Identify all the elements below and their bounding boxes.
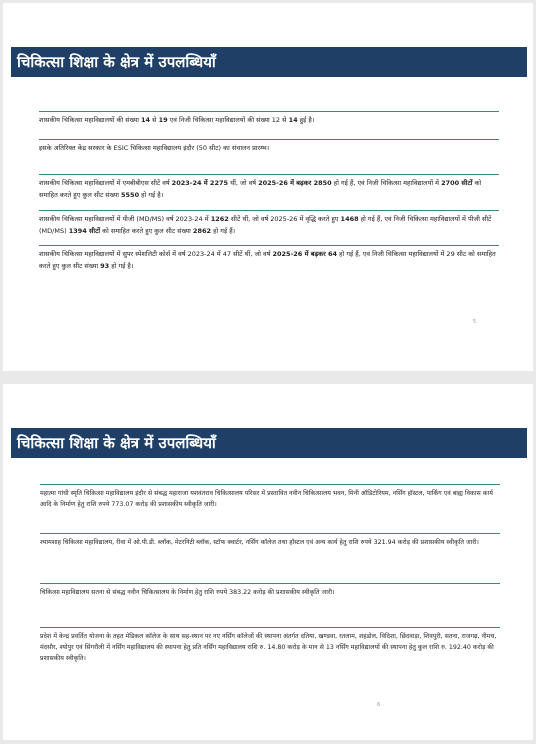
entry-text: हो गई है। bbox=[109, 261, 134, 270]
achievement-entry bbox=[40, 627, 500, 664]
entry-text: हो गई हैं, एवं निजी चिकित्सा महाविद्यालयों में bbox=[331, 179, 442, 187]
entry-text: शासकीय चिकित्सा महाविद्यालयों की संख्या bbox=[39, 116, 141, 124]
entry-text: शासकीय चिकित्सा महाविद्यालयों में एमबीबीएस सीटें वर्ष bbox=[39, 179, 172, 187]
highlighted-figure: 5550 bbox=[121, 190, 140, 199]
entry-text: इसके अतिरिक्त केंद्र सरकार के ESIC चिकित्सा महाविद्यालय इंदौर (50 सीट) का संचालन प्रारम्भ। bbox=[39, 144, 270, 152]
achievement-entry bbox=[39, 210, 499, 237]
highlighted-figure: 19 bbox=[158, 116, 168, 124]
entry-text: हो गई हैं। bbox=[211, 226, 236, 235]
achievement-entry bbox=[39, 245, 499, 272]
entry-text: सीटें थीं, जो वर्ष 2025-26 में वृद्धि करते हुए bbox=[228, 215, 341, 223]
achievement-entry bbox=[39, 139, 499, 155]
highlighted-figure: 1394 सीटों bbox=[68, 226, 101, 235]
page-number: 5 bbox=[473, 319, 477, 325]
achievement-entry bbox=[40, 484, 500, 510]
entry-text: से bbox=[150, 116, 159, 124]
entry-text: शासकीय चिकित्सा महाविद्यालयों में पीजी (MD/MS) वर्ष 2023-24 में bbox=[39, 215, 211, 223]
document-page-1 bbox=[3, 3, 533, 371]
highlighted-figure: 1468 bbox=[340, 215, 359, 223]
entry-text: थीं, जो वर्ष bbox=[228, 179, 259, 187]
highlighted-figure: 2700 सीटों bbox=[441, 179, 473, 187]
entry-text: हो गई हैं, एवं निजी चिकित्सा महाविद्यालयों में 29 सीट को समाहित करते हुए कुल सीट संख्या bbox=[39, 250, 496, 270]
achievement-entry bbox=[39, 111, 499, 127]
highlighted-figure: 2025-26 में बढ़कर 2850 bbox=[258, 179, 332, 187]
highlighted-figure: 2025-26 में बढ़कर 64 bbox=[272, 250, 338, 258]
entry-text: हो गई है। bbox=[139, 190, 164, 199]
entry-text: हो गई हैं, एवं निजी चिकित्सा महाविद्यालयों में पीजी सीटें (MD/MS) bbox=[39, 215, 492, 235]
entry-text: को समाहित करते हुए कुल सीट संख्या bbox=[39, 179, 482, 199]
entry-text: चिकित्सा महाविद्यालय सतना से संबद्ध नवीन चिकित्सालय के निर्माण हेतु राशि रुपये 383.22 करोड़ की प्रशासकीय स्वीकृति जारी। bbox=[40, 589, 335, 596]
highlighted-figure: 14 bbox=[140, 116, 151, 124]
highlighted-figure: 1262 bbox=[210, 215, 229, 223]
entry-text: को समाहित करते हुए कुल सीट संख्या bbox=[100, 226, 193, 235]
section-title-banner: चिकित्सा शिक्षा के क्षेत्र में उपलब्धियाँ bbox=[11, 47, 527, 77]
document-page-2 bbox=[3, 384, 533, 740]
highlighted-figure: 14 bbox=[288, 116, 298, 124]
achievement-entry bbox=[40, 583, 500, 598]
highlighted-figure: 2023-24 में 2275 bbox=[171, 179, 229, 187]
achievement-entry bbox=[39, 174, 499, 201]
section-title-banner: चिकित्सा शिक्षा के क्षेत्र में उपलब्धियाँ bbox=[11, 428, 527, 458]
entry-text: महात्मा गांधी स्मृति चिकित्सा महाविद्यालय इंदौर से संबद्ध महाराजा यशवंतराव चिकित्सालय परिसर में प्रस्तावित नवीन चिकित्सालय भवन, मिनी ऑडिटोरियम, नर्सिंग हॉस्टल, पार्किंग एवं बाह्य विकास कार्य आदि के निर्माण हेतु राशि रुपये 773.07 करोड़ की प्रशासकीय स्वीकृति जारी। bbox=[40, 490, 493, 508]
entry-text: हुई है। bbox=[297, 116, 315, 124]
entry-text: शासकीय चिकित्सा महाविद्यालयों में सुपर स्पेशलिटी कोर्स में वर्ष 2023-24 में 47 सीटें थीं, जो वर्ष bbox=[39, 250, 273, 258]
entry-text: एवं निजी चिकित्सा महाविद्यालयों की संख्या 12 से bbox=[167, 116, 289, 124]
highlighted-figure: 93 bbox=[100, 261, 110, 270]
highlighted-figure: 2862 bbox=[192, 226, 212, 235]
entry-text: श्यामशाह चिकित्सा महाविद्यालय, रीवा में ओ.पी.डी. ब्लॉक, मेटरनिटी ब्लॉक, स्टॉफ क्वार्टर, नर्सिंग कॉलेज तथा हॉस्टल एवं अन्य कार्य हेतु राशि रुपये 321.94 करोड़ की प्रशासकीय स्वीकृति जारी। bbox=[40, 539, 479, 546]
page-number: 6 bbox=[377, 702, 381, 708]
entry-text: प्रदेश में केन्द्र प्रवर्तित योजना के तहत मेडिकल कॉलेज के साथ सह-स्थान पर नए नर्सिंग कॉलेजों की स्थापना अंतर्गत दतिया, खण्डवा, रतलाम, शहडोल, विदिशा, छिंदवाड़ा, शिवपुरी, सतना, राजगढ़, नीमच, मंदसौर, श्योपुर एवं सिंगरौली में नर्सिंग महाविद्यालय की स्थापना हेतु प्रति नर्सिंग महाविद्यालय राशि रु. 14.80 करोड़ के मान से 13 नर्सिंग महाविद्यालयों की स्थापना हेतु कुल राशि रु. 192.40 करोड़ की प्रशासकीय स्वीकृति। bbox=[40, 633, 497, 662]
achievement-entry bbox=[40, 533, 500, 548]
